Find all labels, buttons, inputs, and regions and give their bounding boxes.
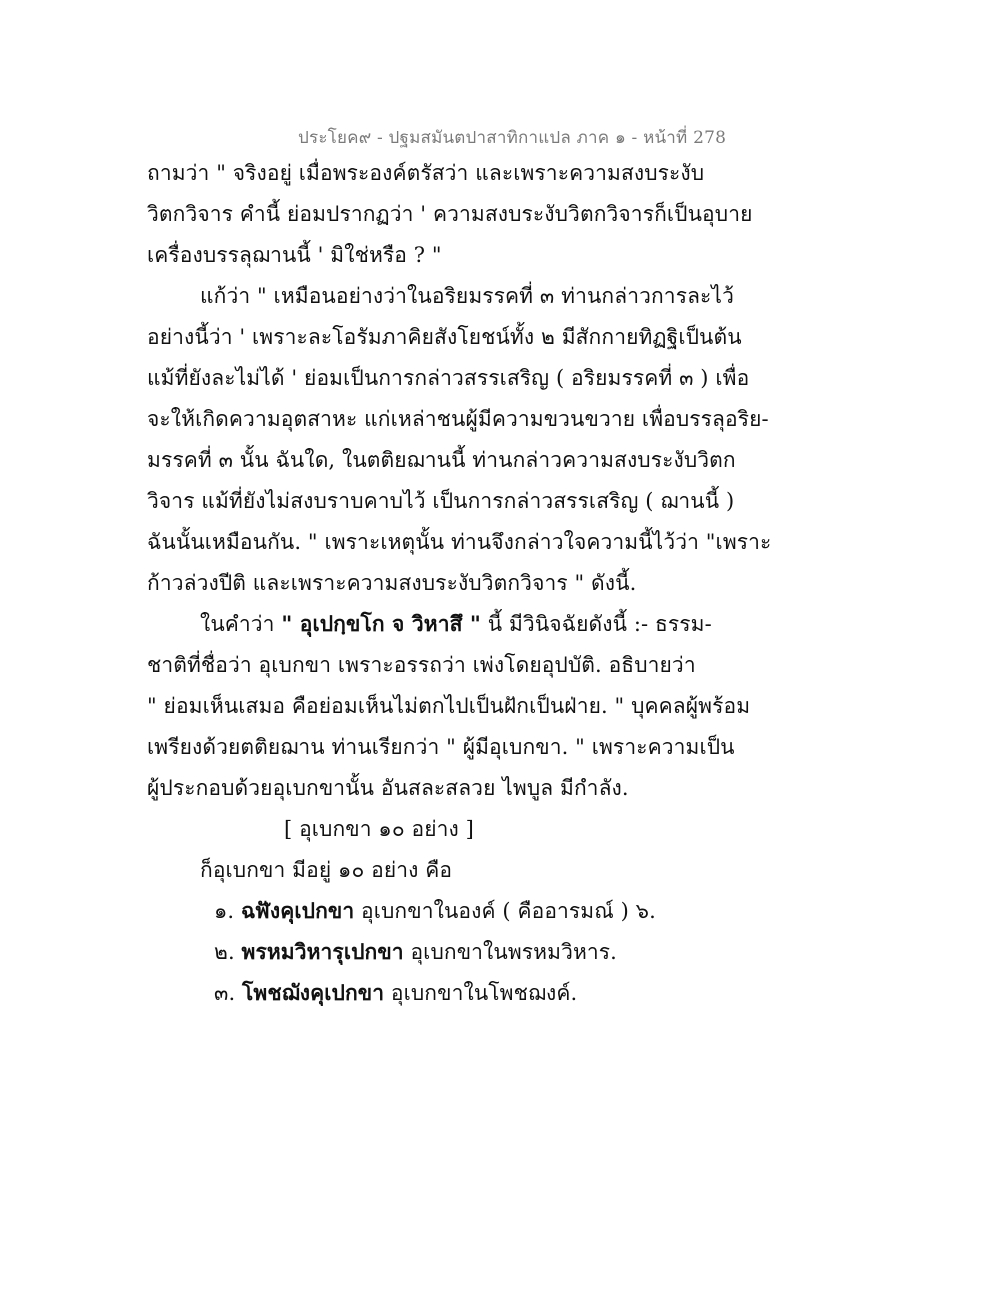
text-line: แก้ว่า " เหมือนอย่างว่าในอริยมรรคที่ ๓ ท่านกล่าวการละไว้ xyxy=(200,284,734,308)
text-run: ในคำว่า xyxy=(200,612,282,636)
text-line: เครื่องบรรลุฌานนี้ ' มิใช่หรือ ? " xyxy=(147,243,442,267)
text-line: ฉันนั้นเหมือนกัน. " เพราะเหตุนั้น ท่านจึงกล่าวใจความนี้ไว้ว่า "เพราะ xyxy=(147,530,772,554)
text-line: แม้ที่ยังละไม่ได้ ' ย่อมเป็นการกล่าวสรรเสริญ ( อริยมรรคที่ ๓ ) เพื่อ xyxy=(147,366,750,390)
text-line: วิจาร แม้ที่ยังไม่สงบราบคาบไว้ เป็นการกล่าวสรรเสริญ ( ฌานนี้ ) xyxy=(147,489,735,513)
item-term: ฉฬังคุเปกขา xyxy=(241,898,355,923)
text-line: วิตกวิจาร คำนี้ ย่อมปรากฏว่า ' ความสงบระงับวิตกวิจารก็เป็นอุบาย xyxy=(147,202,753,226)
item-number: ๒. xyxy=(214,940,235,964)
text-line: มรรคที่ ๓ นั้น ฉันใด, ในตติยฌานนี้ ท่านกล่าวความสงบระงับวิตก xyxy=(147,448,736,472)
item-number: ๓. xyxy=(214,981,236,1005)
text-line xyxy=(200,611,712,637)
item-number: ๑. xyxy=(214,899,235,923)
item-desc: อุเบกขาในพรหมวิหาร. xyxy=(410,940,617,964)
text-line: ผู้ประกอบด้วยอุเบกขานั้น อันสละสลวย ไพบูล มีกำลัง. xyxy=(147,776,629,800)
text-line: เพรียงด้วยตติยฌาน ท่านเรียกว่า " ผู้มีอุเบกขา. " เพราะความเป็น xyxy=(147,735,735,759)
bold-term: " อุเปกฺขโก จ วิหาสึ " xyxy=(281,611,481,636)
item-desc: อุเบกขาในโพชฌงค์. xyxy=(390,981,578,1005)
item-desc: อุเบกขาในองค์ ( คืออารมณ์ ) ๖. xyxy=(361,899,656,923)
text-line: ชาติที่ชื่อว่า อุเบกขา เพราะอรรถว่า เพ่งโดยอุปบัติ. อธิบายว่า xyxy=(147,653,696,677)
list-item xyxy=(214,898,656,924)
text-line: ถามว่า " จริงอยู่ เมื่อพระองค์ตรัสว่า และเพราะความสงบระงับ xyxy=(147,161,705,185)
running-header: ประโยค๙ - ปฐมสมันตปาสาทิกาแปล ภาค ๑ - หน้าที่ 278 xyxy=(298,128,727,148)
list-item xyxy=(214,939,617,965)
section-heading: [ อุเบกขา ๑๐ อย่าง ] xyxy=(284,817,474,841)
text-line: ก็อุเบกขา มีอยู่ ๑๐ อย่าง คือ xyxy=(200,858,453,882)
text-line: " ย่อมเห็นเสมอ คือย่อมเห็นไม่ตกไปเป็นฝักเป็นฝ่าย. " บุคคลผู้พร้อม xyxy=(147,694,751,718)
text-line: จะให้เกิดความอุตสาหะ แก่เหล่าชนผู้มีความขวนขวาย เพื่อบรรลุอริย- xyxy=(147,407,769,431)
list-item xyxy=(214,980,577,1006)
text-line: อย่างนี้ว่า ' เพราะละโอรัมภาคิยสังโยชน์ทั้ง ๒ มีสักกายทิฏฐิเป็นต้น xyxy=(147,325,742,349)
item-term: โพชฌังคุเปกขา xyxy=(242,980,385,1005)
item-term: พรหมวิหารุเปกขา xyxy=(241,939,404,964)
text-run: นี้ มีวินิจฉัยดังนี้ :- ธรรม- xyxy=(480,612,712,636)
text-line: ก้าวล่วงปีติ และเพราะความสงบระงับวิตกวิจาร " ดังนี้. xyxy=(147,571,637,595)
